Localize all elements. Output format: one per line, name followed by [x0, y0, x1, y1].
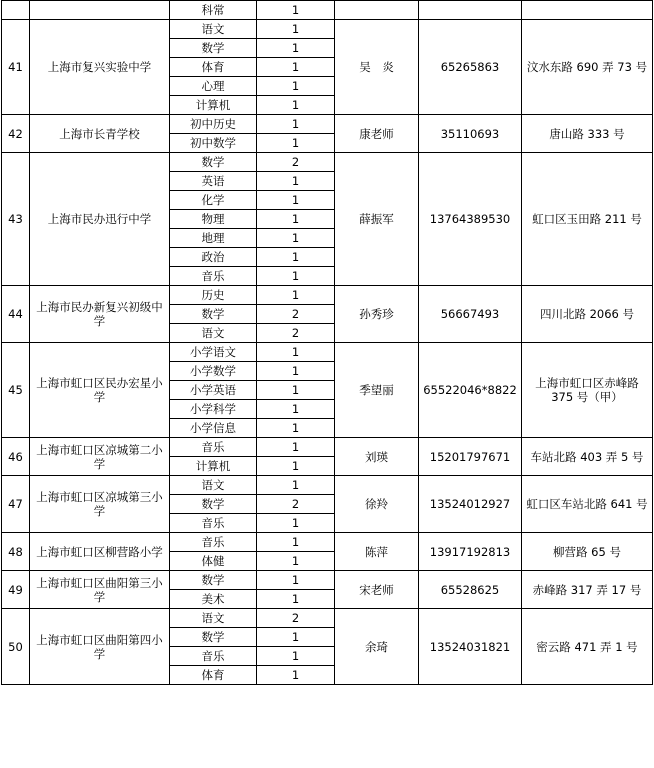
- recruitment-table: [1, 0, 653, 685]
- subject-cell: 数学: [170, 305, 257, 324]
- count-cell: 1: [257, 96, 335, 115]
- count-cell: 1: [257, 248, 335, 267]
- subject-cell: 小学信息: [170, 419, 257, 438]
- count-cell: 1: [257, 533, 335, 552]
- subject-cell: 初中数学: [170, 134, 257, 153]
- number-cell: [2, 1, 30, 20]
- phone-cell: 15201797671: [419, 438, 522, 476]
- number-cell: 42: [2, 115, 30, 153]
- school-cell: 上海市虹口区柳营路小学: [30, 533, 170, 571]
- count-cell: 2: [257, 305, 335, 324]
- subject-cell: 初中历史: [170, 115, 257, 134]
- subject-cell: 数学: [170, 153, 257, 172]
- address-cell: 柳营路 65 号: [522, 533, 653, 571]
- number-cell: 43: [2, 153, 30, 286]
- table-body: [2, 1, 653, 685]
- school-cell: 上海市虹口区凉城第三小学: [30, 476, 170, 533]
- number-cell: 44: [2, 286, 30, 343]
- school-cell: 上海市民办新复兴初级中学: [30, 286, 170, 343]
- count-cell: 1: [257, 343, 335, 362]
- count-cell: 1: [257, 191, 335, 210]
- count-cell: 1: [257, 362, 335, 381]
- count-cell: 1: [257, 286, 335, 305]
- table-row: [2, 153, 653, 172]
- count-cell: 2: [257, 495, 335, 514]
- contact-cell: 刘瑛: [335, 438, 419, 476]
- subject-cell: 历史: [170, 286, 257, 305]
- subject-cell: 计算机: [170, 96, 257, 115]
- table-row: [2, 115, 653, 134]
- subject-cell: 科常: [170, 1, 257, 20]
- contact-cell: 徐羚: [335, 476, 419, 533]
- phone-cell: 65528625: [419, 571, 522, 609]
- subject-cell: 数学: [170, 628, 257, 647]
- count-cell: 1: [257, 552, 335, 571]
- subject-cell: 体育: [170, 666, 257, 685]
- table-row: [2, 533, 653, 552]
- subject-cell: 计算机: [170, 457, 257, 476]
- subject-cell: 数学: [170, 571, 257, 590]
- address-cell: 车站北路 403 弄 5 号: [522, 438, 653, 476]
- table-row: [2, 343, 653, 362]
- count-cell: 1: [257, 1, 335, 20]
- address-cell: 上海市虹口区赤峰路 375 号（甲）: [522, 343, 653, 438]
- school-cell: 上海市虹口区凉城第二小学: [30, 438, 170, 476]
- table-row: [2, 20, 653, 39]
- contact-cell: 季望丽: [335, 343, 419, 438]
- number-cell: 49: [2, 571, 30, 609]
- subject-cell: 音乐: [170, 647, 257, 666]
- count-cell: 2: [257, 153, 335, 172]
- count-cell: 1: [257, 115, 335, 134]
- school-cell: 上海市复兴实验中学: [30, 20, 170, 115]
- subject-cell: 英语: [170, 172, 257, 191]
- count-cell: 1: [257, 77, 335, 96]
- subject-cell: 小学科学: [170, 400, 257, 419]
- contact-cell: 孙秀珍: [335, 286, 419, 343]
- subject-cell: 音乐: [170, 533, 257, 552]
- count-cell: 1: [257, 457, 335, 476]
- table-row: [2, 476, 653, 495]
- count-cell: 1: [257, 381, 335, 400]
- count-cell: 1: [257, 58, 335, 77]
- address-cell: 密云路 471 弄 1 号: [522, 609, 653, 685]
- school-cell: 上海市民办迅行中学: [30, 153, 170, 286]
- phone-cell: 13917192813: [419, 533, 522, 571]
- phone-cell: 13764389530: [419, 153, 522, 286]
- school-cell: 上海市虹口区民办宏星小学: [30, 343, 170, 438]
- school-cell: 上海市虹口区曲阳第四小学: [30, 609, 170, 685]
- number-cell: 45: [2, 343, 30, 438]
- subject-cell: 语文: [170, 476, 257, 495]
- count-cell: 1: [257, 210, 335, 229]
- count-cell: 2: [257, 609, 335, 628]
- subject-cell: 音乐: [170, 267, 257, 286]
- subject-cell: 语文: [170, 609, 257, 628]
- count-cell: 1: [257, 172, 335, 191]
- school-cell: 上海市长青学校: [30, 115, 170, 153]
- count-cell: 1: [257, 571, 335, 590]
- number-cell: 41: [2, 20, 30, 115]
- subject-cell: 小学英语: [170, 381, 257, 400]
- phone-cell: 13524012927: [419, 476, 522, 533]
- subject-cell: 数学: [170, 39, 257, 58]
- subject-cell: 音乐: [170, 514, 257, 533]
- table-row: [2, 571, 653, 590]
- number-cell: 50: [2, 609, 30, 685]
- count-cell: 1: [257, 628, 335, 647]
- count-cell: 1: [257, 514, 335, 533]
- contact-cell: 康老师: [335, 115, 419, 153]
- subject-cell: 小学语文: [170, 343, 257, 362]
- count-cell: 1: [257, 267, 335, 286]
- count-cell: 1: [257, 590, 335, 609]
- count-cell: 1: [257, 20, 335, 39]
- subject-cell: 物理: [170, 210, 257, 229]
- subject-cell: 体健: [170, 552, 257, 571]
- table-row: [2, 609, 653, 628]
- phone-cell: 35110693: [419, 115, 522, 153]
- school-cell: [30, 1, 170, 20]
- contact-cell: 宋老师: [335, 571, 419, 609]
- phone-cell: 65265863: [419, 20, 522, 115]
- subject-cell: 语文: [170, 20, 257, 39]
- count-cell: 2: [257, 324, 335, 343]
- number-cell: 47: [2, 476, 30, 533]
- subject-cell: 语文: [170, 324, 257, 343]
- count-cell: 1: [257, 419, 335, 438]
- table-row: [2, 286, 653, 305]
- address-cell: 赤峰路 317 弄 17 号: [522, 571, 653, 609]
- table-row: [2, 1, 653, 20]
- count-cell: 1: [257, 666, 335, 685]
- count-cell: 1: [257, 400, 335, 419]
- school-cell: 上海市虹口区曲阳第三小学: [30, 571, 170, 609]
- subject-cell: 政治: [170, 248, 257, 267]
- table-row: [2, 438, 653, 457]
- count-cell: 1: [257, 476, 335, 495]
- address-cell: 汶水东路 690 弄 73 号: [522, 20, 653, 115]
- phone-cell: 65522046*8822: [419, 343, 522, 438]
- address-cell: [522, 1, 653, 20]
- contact-cell: 吴 炎: [335, 20, 419, 115]
- phone-cell: 56667493: [419, 286, 522, 343]
- subject-cell: 音乐: [170, 438, 257, 457]
- count-cell: 1: [257, 39, 335, 58]
- address-cell: 虹口区玉田路 211 号: [522, 153, 653, 286]
- count-cell: 1: [257, 647, 335, 666]
- address-cell: 虹口区车站北路 641 号: [522, 476, 653, 533]
- subject-cell: 心理: [170, 77, 257, 96]
- number-cell: 46: [2, 438, 30, 476]
- subject-cell: 体育: [170, 58, 257, 77]
- count-cell: 1: [257, 134, 335, 153]
- subject-cell: 美术: [170, 590, 257, 609]
- subject-cell: 地理: [170, 229, 257, 248]
- phone-cell: [419, 1, 522, 20]
- phone-cell: 13524031821: [419, 609, 522, 685]
- subject-cell: 小学数学: [170, 362, 257, 381]
- number-cell: 48: [2, 533, 30, 571]
- contact-cell: 薛振军: [335, 153, 419, 286]
- subject-cell: 化学: [170, 191, 257, 210]
- count-cell: 1: [257, 438, 335, 457]
- contact-cell: [335, 1, 419, 20]
- address-cell: 唐山路 333 号: [522, 115, 653, 153]
- contact-cell: 陈萍: [335, 533, 419, 571]
- contact-cell: 余琦: [335, 609, 419, 685]
- address-cell: 四川北路 2066 号: [522, 286, 653, 343]
- count-cell: 1: [257, 229, 335, 248]
- subject-cell: 数学: [170, 495, 257, 514]
